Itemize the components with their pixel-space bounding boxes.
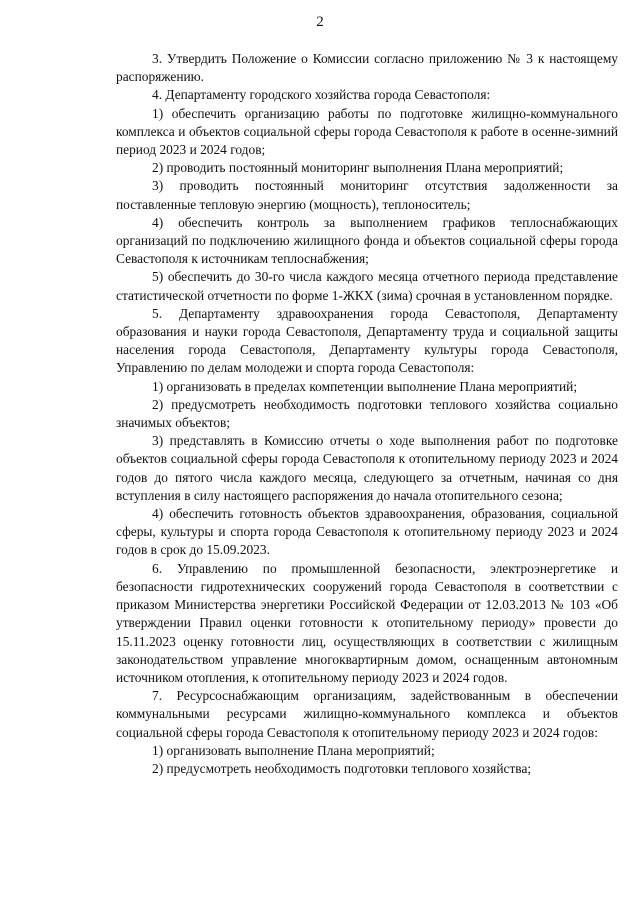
paragraph-item-4: 4. Департаменту городского хозяйства города Севастополя: — [152, 87, 491, 103]
paragraph-4-sub-3: 3) проводить постоянный мониторинг отсутствия задолженности за поставленные тепловую энергию (мощность), теплоноситель; — [116, 178, 618, 212]
paragraph-4-sub-4: 4) обеспечить контроль за выполнением графиков теплоснабжающих организаций по подключению жилищного фонда и объектов социальной сферы города Севастополя к источникам теплоснабжения; — [116, 214, 618, 267]
paragraph-7-sub-1: 1) организовать выполнение Плана мероприятий; — [152, 742, 435, 758]
paragraph-7-sub-2: 2) предусмотреть необходимость подготовки теплового хозяйства; — [152, 760, 532, 776]
document-body — [116, 50, 618, 778]
paragraph-4-sub-5: 5) обеспечить до 30-го числа каждого месяца отчетного периода представление статистической отчетности по форме 1-ЖКХ (зима) срочная в установленном порядке. — [116, 269, 618, 303]
paragraph-4-sub-2: 2) проводить постоянный мониторинг выполнения Плана мероприятий; — [152, 160, 564, 176]
page-number: 2 — [316, 14, 324, 30]
paragraph-5-sub-1: 1) организовать в пределах компетенции выполнение Плана мероприятий; — [152, 378, 578, 394]
paragraph-4-sub-1: 1) обеспечить организацию работы по подготовке жилищно-коммунального комплекса и объектов социальной сферы города Севастополя к работе в осенне-зимний период 2023 и 2024 годов; — [116, 105, 618, 158]
paragraph-item-3: 3. Утвердить Положение о Комиссии согласно приложению № 3 к настоящему распоряжению. — [116, 51, 618, 85]
paragraph-5-sub-4: 4) обеспечить готовность объектов здравоохранения, образования, социальной сферы, культуры и спорта города Севастополя к отопительному периоду 2023 и 2024 годов в срок до 15.09.2023. — [116, 506, 618, 558]
paragraph-item-7: 7. Ресурсоснабжающим организациям, задействованным в обеспечении коммунальными ресурсами жилищно-коммунального комплекса и объектов социальной сферы города Севастополя к отопительному периоду 2023 и 2024 годов: — [116, 688, 618, 740]
paragraph-item-6: 6. Управлению по промышленной безопасности, электроэнергетике и безопасности гидротехнических сооружений города Севастополя в соответствии с приказом Министерства энергетики Российской Федерации от 12.03.2013 № 103 «Об утверждении Правил оценки готовности к отопительному периоду» провести до 15.11.2023 оценку готовности лиц, осуществляющих в соответствии с жилищным законодательством управление многоквартирным домом, оснащенным автономным источником отопления, к отопительному периоду 2023 и 2024 годов. — [116, 560, 618, 685]
paragraph-5-sub-3: 3) представлять в Комиссию отчеты о ходе выполнения работ по подготовке объектов социальной сферы города Севастополя к отопительному периоду 2023 и 2024 годов до пятого числа каждого месяца, следующего за отчетным, начиная со дня вступления в силу настоящего распоряжения до начала отопительного сезона; — [116, 433, 618, 503]
paragraph-5-sub-2: 2) предусмотреть необходимость подготовки теплового хозяйства социально значимых объектов; — [116, 396, 618, 431]
paragraph-item-5: 5. Департаменту здравоохранения города Севастополя, Департаменту образования и науки города Севастополя, Департаменту труда и социальной защиты населения города Севастополя, Департаменту культуры города Севастополя, Управлению по делам молодежи и спорта города Севастополя: — [116, 305, 618, 376]
